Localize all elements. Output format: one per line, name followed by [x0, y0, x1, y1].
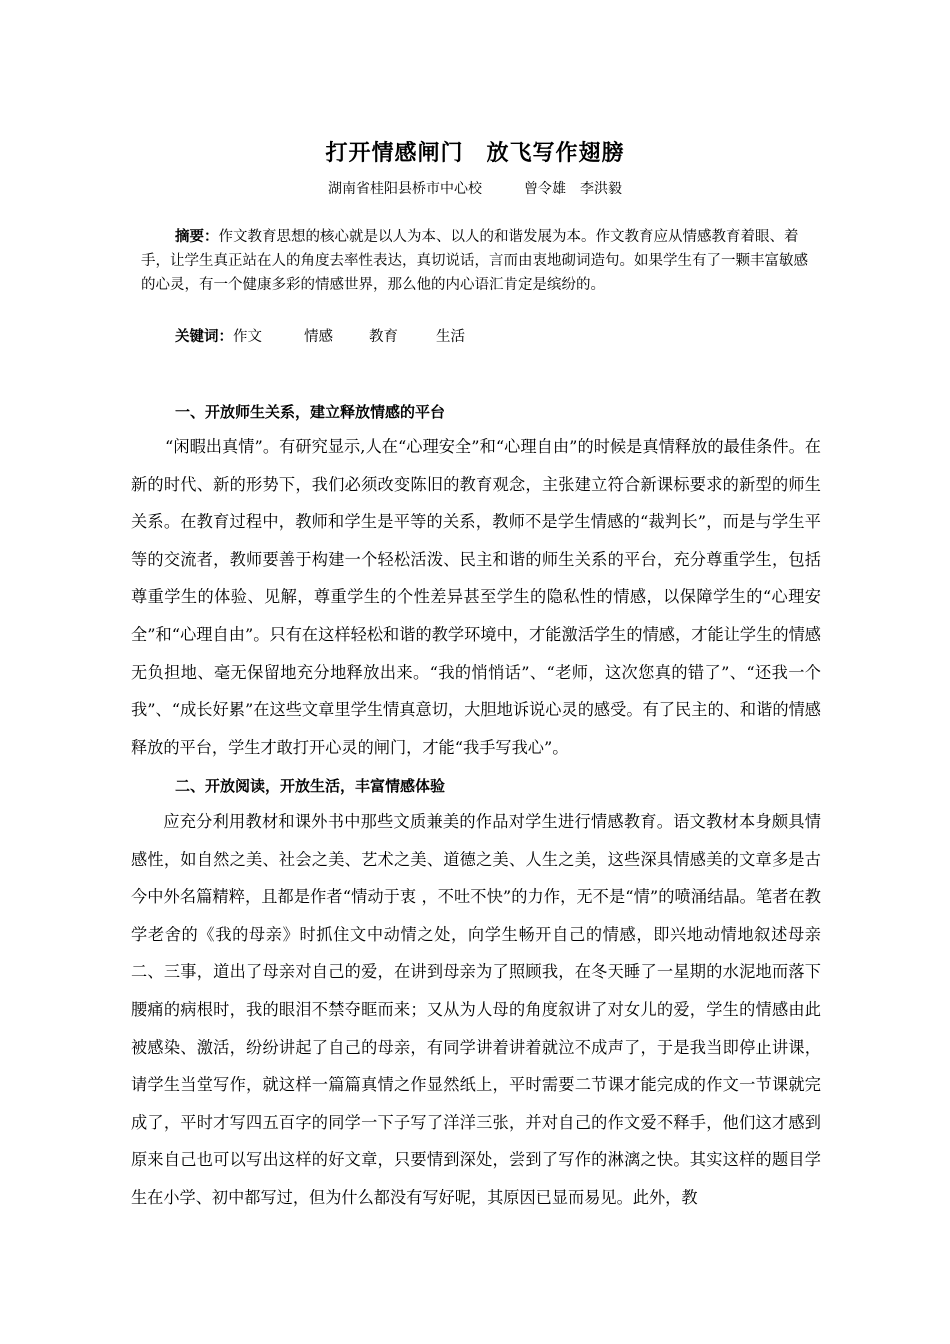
- paragraph-text: “闲暇出真情”。有研究显示,人在“心理安全”和“心理自由”的时候是真情释放的最佳条件。在新的时代、新的形势下，我们必须改变陈旧的教育观念，主张建立符合新课标要求的新型的师生关系。在教育过程中，教师和学生是平等的关系，教师不是学生情感的“裁判长”，而是与学生平等的交流者，教师要善于构建一个轻松活泼、民主和谐的师生关系的平台，充分尊重学生，包括尊重学生的体验、见解，尊重学生的个性差异甚至学生的隐私性的情感，以保障学生的“心理安全”和“心理自由”。只有在这样轻松和谐的教学环境中，才能激活学生的情感，才能让学生的情感无负担地、毫无保留地充分地释放出来。“我的悄悄话”、“老师，这次您真的错了”、“还我一个我”、“成长好累”在这些文章里学生情真意切，大胆地诉说心灵的感受。有了民主的、和谐的情感释放的平台，学生才敢打开心灵的闸门，才能“我手写我心”。: [131, 437, 821, 757]
- abstract-label: 摘要：: [175, 229, 219, 245]
- abstract-text: 作文教育思想的核心就是以人为本、以人的和谐发展为本。作文教育应从情感教育着眼、着手，让学生真正站在人的角度去率性表达，真切说话，言而由衷地砌词造句。如果学生有了一颗丰富敏感的心灵，有一个健康多彩的情感世界，那么他的内心语汇肯定是缤纷的。: [141, 229, 808, 293]
- keyword-item: 教育: [369, 329, 398, 345]
- keyword-item: 作文: [233, 329, 262, 345]
- section-paragraph: [131, 428, 821, 766]
- section-paragraph: [131, 803, 821, 1217]
- section-heading: 二、开放阅读，开放生活，丰富情感体验: [175, 777, 446, 795]
- section-heading: 一、开放师生关系，建立释放情感的平台: [175, 403, 446, 421]
- keyword-item: 情感: [304, 329, 333, 345]
- keyword-item: 生活: [436, 329, 465, 345]
- paragraph-text: 应充分利用教材和课外书中那些文质兼美的作品对学生进行情感教育。语文教材本身颇具情感性，如自然之美、社会之美、艺术之美、道德之美、人生之美，这些深具情感美的文章多是古今中外名篇精粹，且都是作者“情动于衷 ，不吐不快”的力作，无不是“情”的喷涌结晶。笔者在教学老舍的《我的母亲》时抓住文中动情之处，向学生畅开自己的情感，即兴地动情地叙述母亲二、三事，道出了母亲对自己的爱，在讲到母亲为了照顾我，在冬天睡了一星期的水泥地而落下腰痛的病根时，我的眼泪不禁夺眶而来；又从为人母的角度叙讲了对女儿的爱，学生的情感由此被感染、激活，纷纷讲起了自己的母亲，有同学讲着讲着就泣不成声了，于是我当即停止讲课，请学生当堂写作，就这样一篇篇真情之作显然纸上，平时需要二节课才能完成的作文一节课就完成了，平时才写四五百字的同学一下子写了洋洋三张，并对自己的作文爱不释手，他们这才感到原来自己也可以写出这样的好文章，只要情到深处，尝到了写作的淋漓之快。其实这样的题目学生在小学、初中都写过，但为什么都没有写好呢，其原因已显而易见。此外，教: [131, 812, 821, 1207]
- abstract: [141, 225, 821, 297]
- keywords-label: 关键词：: [175, 329, 233, 345]
- keywords: [175, 325, 775, 346]
- page-title: 打开情感闸门 放飞写作翅膀: [325, 141, 625, 166]
- author-byline: 湖南省桂阳县桥市中心校 曾令雄 李洪毅: [328, 181, 622, 197]
